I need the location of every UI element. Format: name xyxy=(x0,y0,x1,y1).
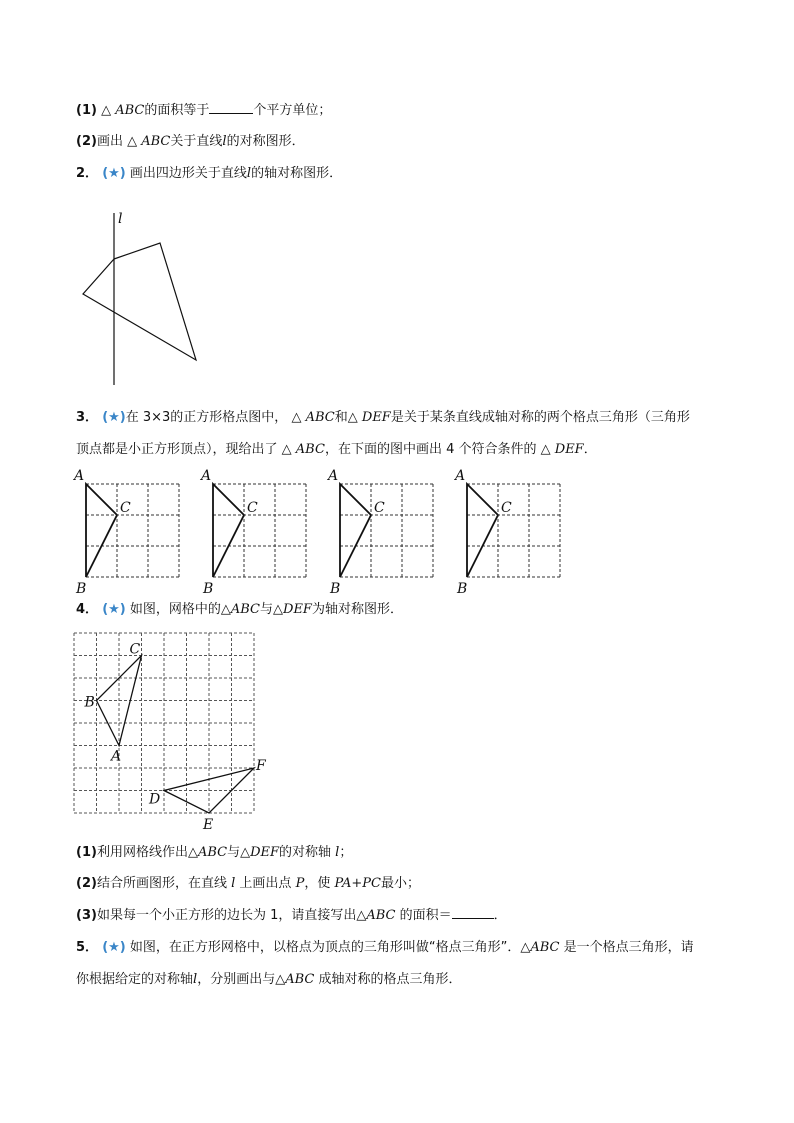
vertex-b-label: B xyxy=(84,694,95,711)
q4-part3 xyxy=(76,906,507,926)
def-label: DEF xyxy=(361,410,391,425)
q4-part3-a: 如果每一个小正方形的边长为 1，请直接写出△ xyxy=(96,908,367,923)
q5-stem-line1 xyxy=(76,938,694,958)
q3-grid-4[interactable] xyxy=(453,466,573,597)
triangle-symbol: △ xyxy=(101,103,112,118)
q3-grid-3[interactable] xyxy=(326,466,446,597)
vertex-b-label: B xyxy=(457,581,468,597)
triangle-symbol: △ xyxy=(347,410,358,425)
abc-label: ABC xyxy=(366,908,396,923)
difficulty-star: (★) xyxy=(102,940,126,955)
q1-part1-tail: 个平方单位； xyxy=(253,103,332,118)
q2-text: 画出四边形关于直线 xyxy=(129,166,247,181)
vertex-b-label: B xyxy=(330,581,341,597)
triangle-abc xyxy=(213,484,244,577)
difficulty-star: (★) xyxy=(102,166,126,181)
q2-number: 2． xyxy=(76,166,99,181)
abc-label: ABC xyxy=(285,972,315,987)
q1-part2 xyxy=(76,132,305,152)
vertex-a-label: A xyxy=(74,468,85,484)
line-l-label: l xyxy=(193,972,198,987)
q4-stem xyxy=(76,600,403,620)
q4-part1-c: 的对称轴 xyxy=(279,845,332,860)
q2-stem xyxy=(76,164,342,184)
vertex-a-label: A xyxy=(111,748,122,765)
q3-period: ． xyxy=(583,442,597,457)
point-p-label: P xyxy=(295,876,305,891)
q1-part1 xyxy=(76,101,331,121)
q4-part1-number: (1) xyxy=(76,845,97,860)
q5-stem-line2 xyxy=(76,970,461,990)
q4-number: 4． xyxy=(76,602,99,617)
def-label: DEF xyxy=(250,845,280,860)
abc-label: ABC xyxy=(141,134,171,149)
triangle-abc xyxy=(340,484,371,577)
q3-number: 3． xyxy=(76,410,99,425)
triangle-symbol: △ xyxy=(540,442,551,457)
q1-part1-text: 的面积等于 xyxy=(144,103,210,118)
q4-text-a: 如图，网格中的△ xyxy=(129,602,231,617)
q3-grid-1[interactable] xyxy=(72,466,192,597)
q3-text-b: 是关于某条直线成轴对称的两个格点三角形（三角形 xyxy=(390,410,690,425)
vertex-c-label: C xyxy=(120,500,131,516)
q5-text-e: 成轴对称的格点三角形． xyxy=(318,972,462,987)
q4-text-b: 为轴对称图形． xyxy=(311,602,403,617)
q3-text-d: ，在下面的图中画出 4 个符合条件的 xyxy=(324,442,537,457)
q4-part2-d: 最小； xyxy=(381,876,421,891)
q3-stem-line1 xyxy=(76,408,690,428)
q5-text-b: 是一个格点三角形，请 xyxy=(563,940,694,955)
q1-part2-pre: 画出 xyxy=(96,134,123,149)
q3-text-a: 在 3×3的正方形格点图中， xyxy=(125,410,288,425)
answer-blank[interactable] xyxy=(209,101,253,114)
q3-stem-line2 xyxy=(76,440,597,460)
triangle-symbol: △ xyxy=(281,442,292,457)
def-label: DEF xyxy=(554,442,584,457)
vertex-f-label: F xyxy=(256,758,266,774)
abc-label: ABC xyxy=(305,410,335,425)
q4-part2-b: 上画出点 xyxy=(239,876,292,891)
def-label: DEF xyxy=(283,602,312,617)
q1-part2-tail: 的对称图形． xyxy=(226,134,305,149)
difficulty-star: (★) xyxy=(102,602,126,617)
vertex-a-label: A xyxy=(455,468,466,484)
vertex-b-label: B xyxy=(76,581,87,597)
line-l-label: l xyxy=(231,876,236,891)
axis-l-label: l xyxy=(118,211,123,227)
abc-label: ABC xyxy=(295,442,325,457)
triangle-abc xyxy=(467,484,498,577)
triangle-symbol: △ xyxy=(127,134,138,149)
q1-part2-mid: 关于直线 xyxy=(170,134,223,149)
line-l-label: l xyxy=(246,166,252,181)
q4-part1-b: 与△ xyxy=(227,845,251,860)
q4-part2 xyxy=(76,874,420,894)
line-l-label: l xyxy=(335,845,340,860)
q4-part2-number: (2) xyxy=(76,876,97,891)
q5-text-c: 你根据给定的对称轴 xyxy=(76,972,194,987)
triangle-abc xyxy=(86,484,117,577)
q4-figure xyxy=(60,625,280,835)
q4-part2-c: ，使 xyxy=(304,876,331,891)
q3-he: 和 xyxy=(334,410,348,425)
vertex-c-label: C xyxy=(374,500,385,516)
q5-text-a: 如图，在正方形网格中，以格点为顶点的三角形叫做“格点三角形”．△ xyxy=(129,940,531,955)
difficulty-star: (★) xyxy=(102,410,126,425)
q1-part2-number: (2) xyxy=(76,134,97,149)
q4-part2-a: 结合所画图形，在直线 xyxy=(96,876,227,891)
q4-part3-tail: ． xyxy=(493,908,507,923)
q4-part3-number: (3) xyxy=(76,908,97,923)
q3-grid-2[interactable] xyxy=(199,466,319,597)
line-l-label: l xyxy=(222,134,227,149)
q4-part1 xyxy=(76,843,352,863)
vertex-c-label: C xyxy=(501,500,512,516)
abc-label: ABC xyxy=(230,602,261,617)
answer-blank[interactable] xyxy=(452,906,494,919)
q2-tail: 的轴对称图形． xyxy=(251,166,343,181)
vertex-b-label: B xyxy=(203,581,214,597)
abc-label: ABC xyxy=(197,845,228,860)
q1-part1-number: (1) xyxy=(76,103,97,118)
vertex-e-label: E xyxy=(203,817,214,833)
q3-text-c: 顶点都是小正方形顶点），现给出了 xyxy=(76,442,278,457)
quadrilateral xyxy=(83,243,196,360)
triangle-symbol: △ xyxy=(291,410,302,425)
vertex-c-label: C xyxy=(247,500,258,516)
vertex-c-label: C xyxy=(129,641,141,658)
q4-yu: 与△ xyxy=(260,602,284,617)
q4-part1-d: ； xyxy=(339,845,353,860)
vertex-d-label: D xyxy=(149,791,161,808)
q5-number: 5． xyxy=(76,940,99,955)
q4-part3-b: 的面积＝ xyxy=(399,908,452,923)
q4-part1-a: 利用网格线作出△ xyxy=(96,845,198,860)
vertex-a-label: A xyxy=(201,468,212,484)
vertex-a-label: A xyxy=(328,468,339,484)
q5-text-d: ，分别画出与△ xyxy=(197,972,286,987)
q2-figure xyxy=(70,205,220,395)
pa-pc-expression: PA+PC xyxy=(334,876,381,891)
abc-label: ABC xyxy=(530,940,560,955)
abc-label: ABC xyxy=(115,103,145,118)
